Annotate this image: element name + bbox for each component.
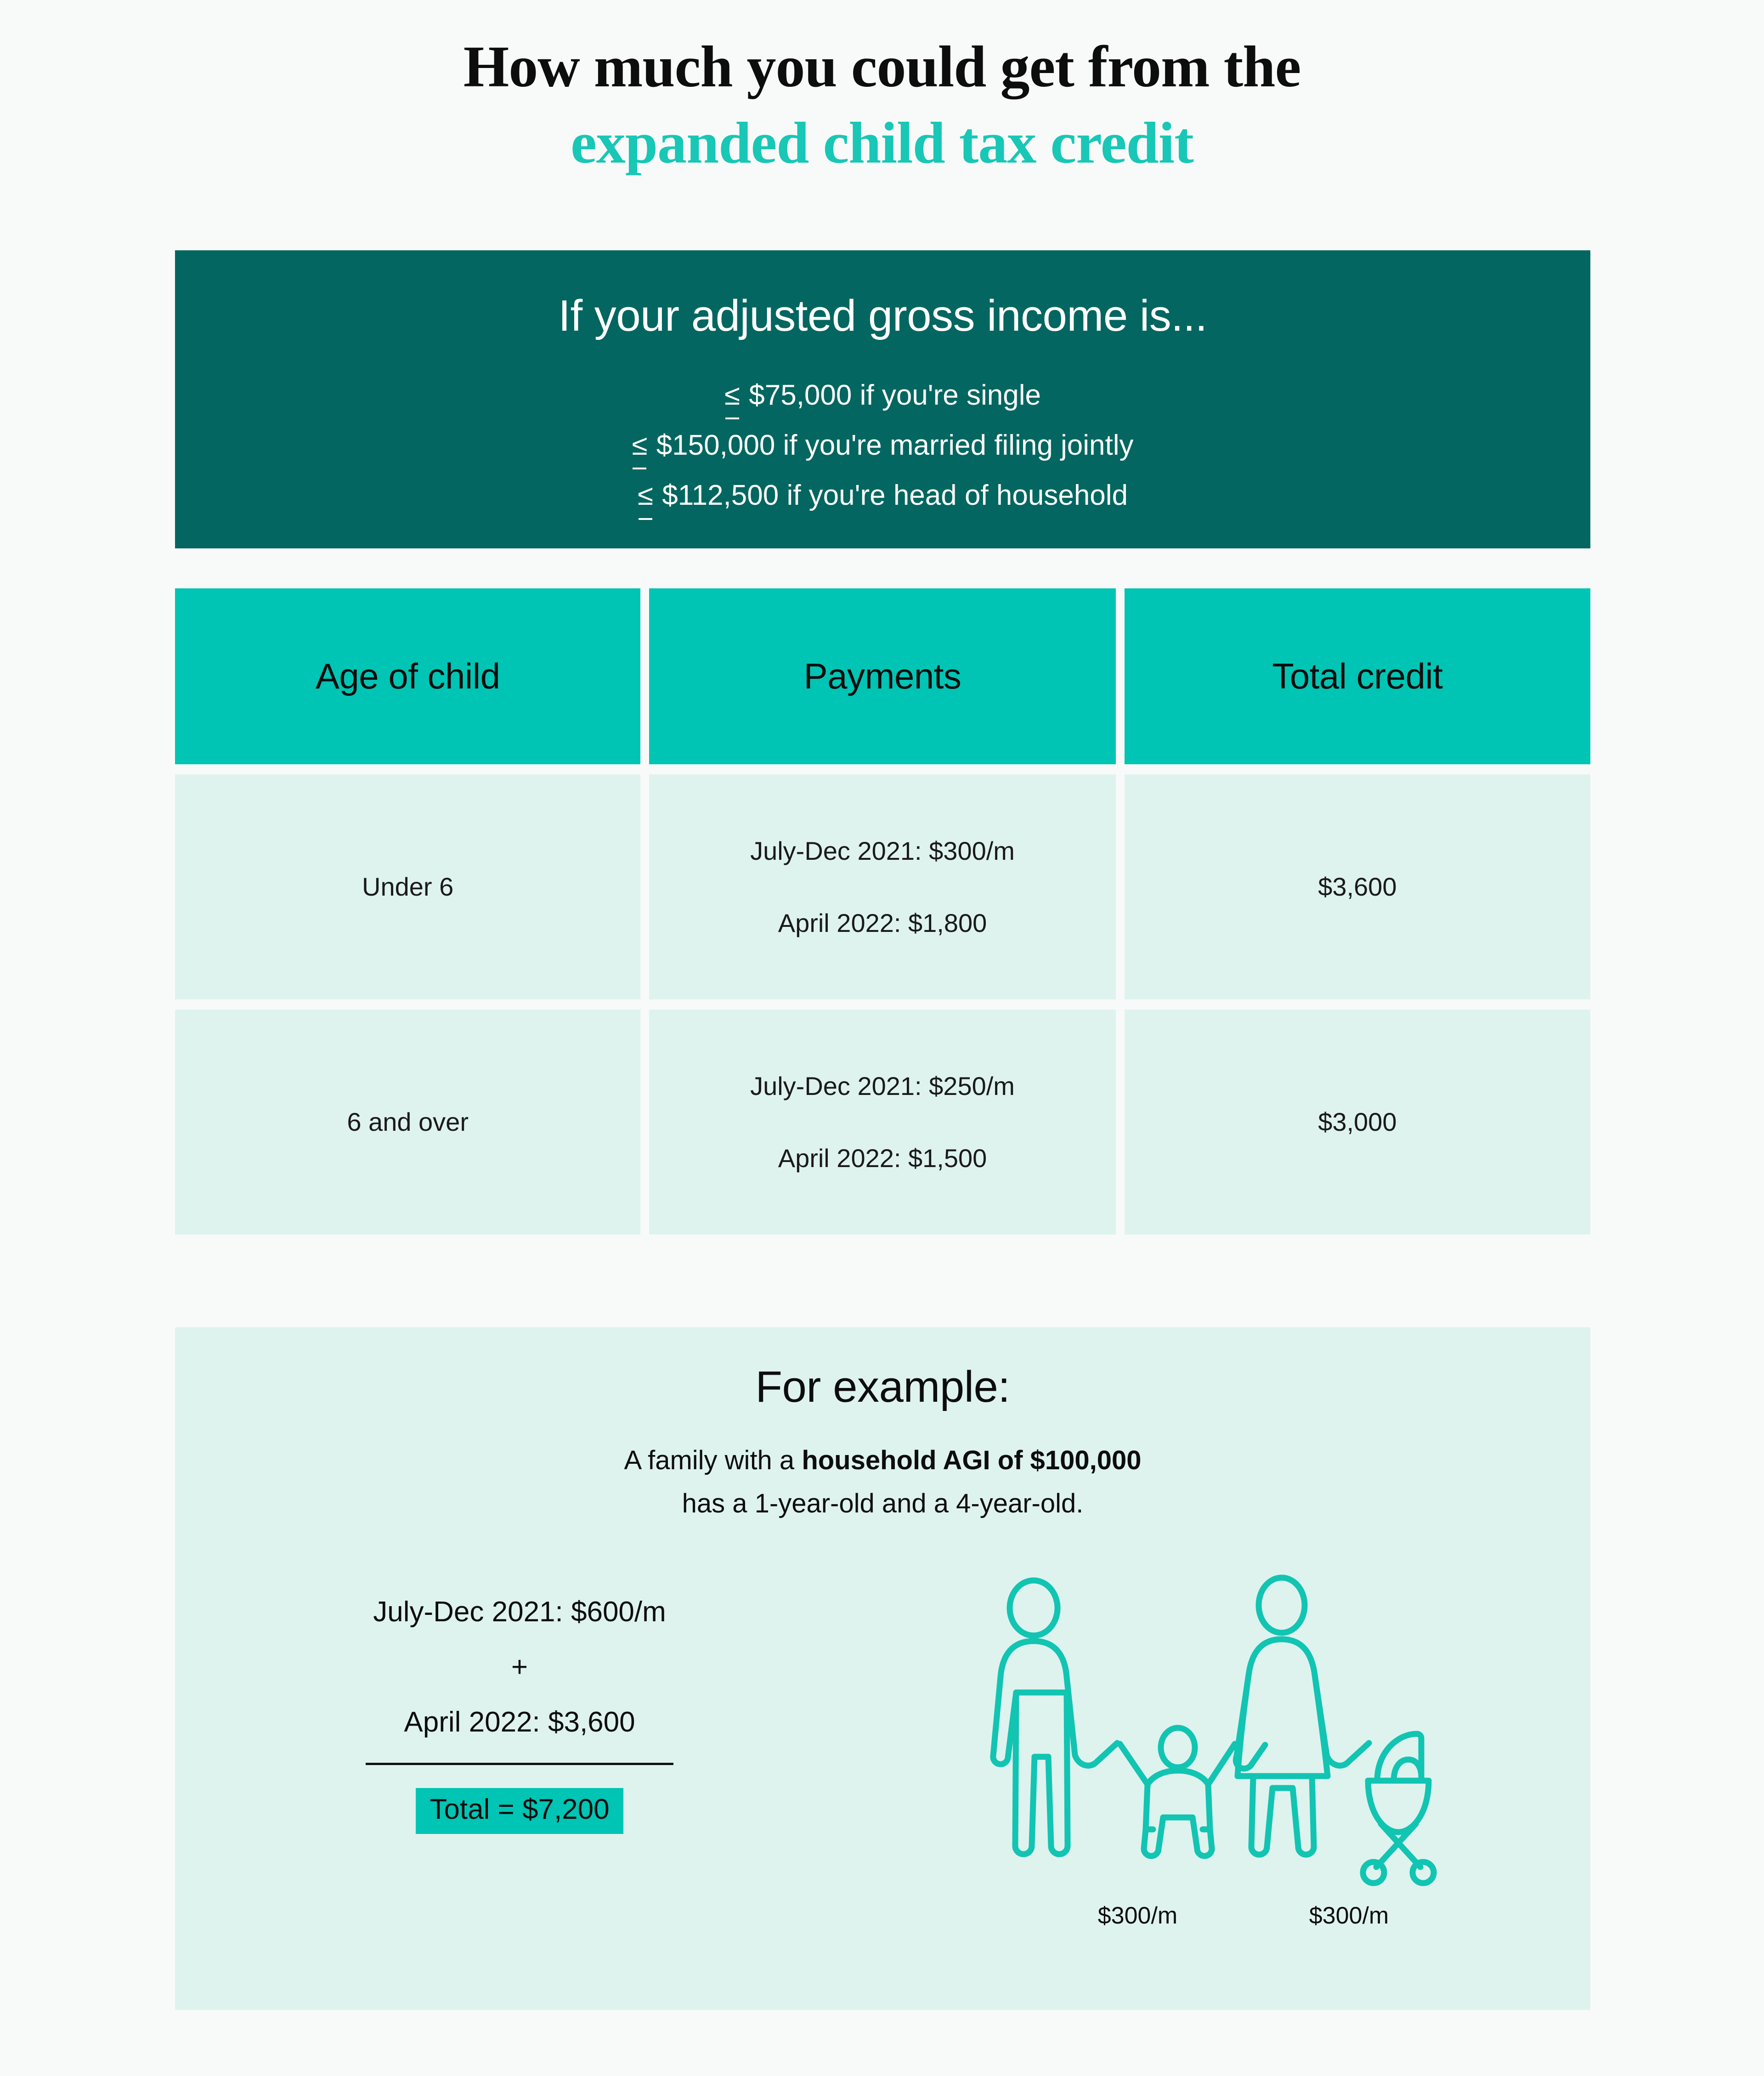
less-than-or-equal-icon: ≤ (724, 370, 741, 420)
page-title (0, 0, 1764, 181)
example-panel (175, 1327, 1590, 2010)
family-illustration (846, 1569, 1572, 1929)
table-cell-age-value: Under 6 (362, 872, 454, 902)
agi-condition-single (193, 370, 1572, 420)
example-description (193, 1439, 1572, 1525)
table-cell-total-value: $3,000 (1318, 1107, 1397, 1137)
calc-lump-line: April 2022: $3,600 (404, 1706, 635, 1738)
table-cell-payments (649, 774, 1115, 999)
table-cell-payments (649, 1010, 1115, 1235)
table-header-total (1125, 588, 1590, 764)
agi-condition-list (193, 370, 1572, 520)
table-header-payments (649, 588, 1115, 764)
table-header-row (175, 588, 1590, 764)
table-header-age-label: Age of child (315, 656, 500, 696)
calc-total-badge: Total = $7,200 (416, 1788, 623, 1834)
example-description-prefix: A family with a (624, 1445, 802, 1476)
table-cell-payment-lump: April 2022: $1,500 (778, 1144, 987, 1173)
child-icon (1120, 1728, 1235, 1856)
table-cell-age (175, 1010, 640, 1235)
table-row (175, 1010, 1590, 1235)
table-cell-total (1125, 774, 1590, 999)
table-cell-payment-lump: April 2022: $1,800 (778, 908, 987, 937)
example-description-agi: household AGI of $100,000 (802, 1445, 1142, 1476)
table-cell-total (1125, 1010, 1590, 1235)
table-cell-age-value: 6 and over (347, 1107, 469, 1137)
calc-divider (366, 1763, 673, 1765)
agi-condition-head-of-household (193, 470, 1572, 520)
agi-banner (175, 250, 1590, 548)
agi-condition-married-text: $150,000 if you're married filing jointly (656, 429, 1134, 462)
table-header-total-label: Total credit (1272, 656, 1443, 696)
example-body (193, 1569, 1572, 1929)
illustration-label-child: $300/m (1097, 1902, 1178, 1929)
agi-condition-head-of-household-text: $112,500 if you're head of household (662, 480, 1128, 512)
example-heading: For example: (755, 1362, 1010, 1411)
page-title-line-1: How much you could get from the (463, 34, 1301, 99)
example-calculation (193, 1569, 846, 1834)
table-header-age (175, 588, 640, 764)
table-cell-payment-monthly: July-Dec 2021: $250/m (750, 1071, 1015, 1100)
parent-right-icon (1236, 1578, 1369, 1855)
table-cell-payment-monthly: July-Dec 2021: $300/m (750, 836, 1015, 865)
family-illustration-svg (979, 1572, 1439, 1894)
parent-left-icon (993, 1580, 1117, 1854)
calc-plus-operator: + (511, 1651, 528, 1683)
example-description-line-2: has a 1-year-old and a 4-year-old. (682, 1489, 1084, 1519)
illustration-label-baby: $300/m (1309, 1902, 1389, 1929)
table-cell-total-value: $3,600 (1318, 872, 1397, 902)
page-title-line-2: expanded child tax credit (571, 110, 1193, 176)
agi-banner-heading: If your adjusted gross income is... (558, 291, 1207, 340)
illustration-labels (846, 1902, 1572, 1929)
stroller-icon (1363, 1734, 1434, 1883)
table-header-payments-label: Payments (803, 656, 961, 696)
calc-monthly-line: July-Dec 2021: $600/m (373, 1596, 666, 1628)
example-description-line-1 (193, 1439, 1572, 1482)
table-cell-age (175, 774, 640, 999)
less-than-or-equal-icon: ≤ (638, 470, 654, 520)
credit-table (175, 588, 1590, 1235)
less-than-or-equal-icon: ≤ (632, 420, 648, 470)
table-row (175, 774, 1590, 999)
agi-condition-single-text: $75,000 if you're single (749, 379, 1041, 412)
agi-condition-married (193, 420, 1572, 470)
